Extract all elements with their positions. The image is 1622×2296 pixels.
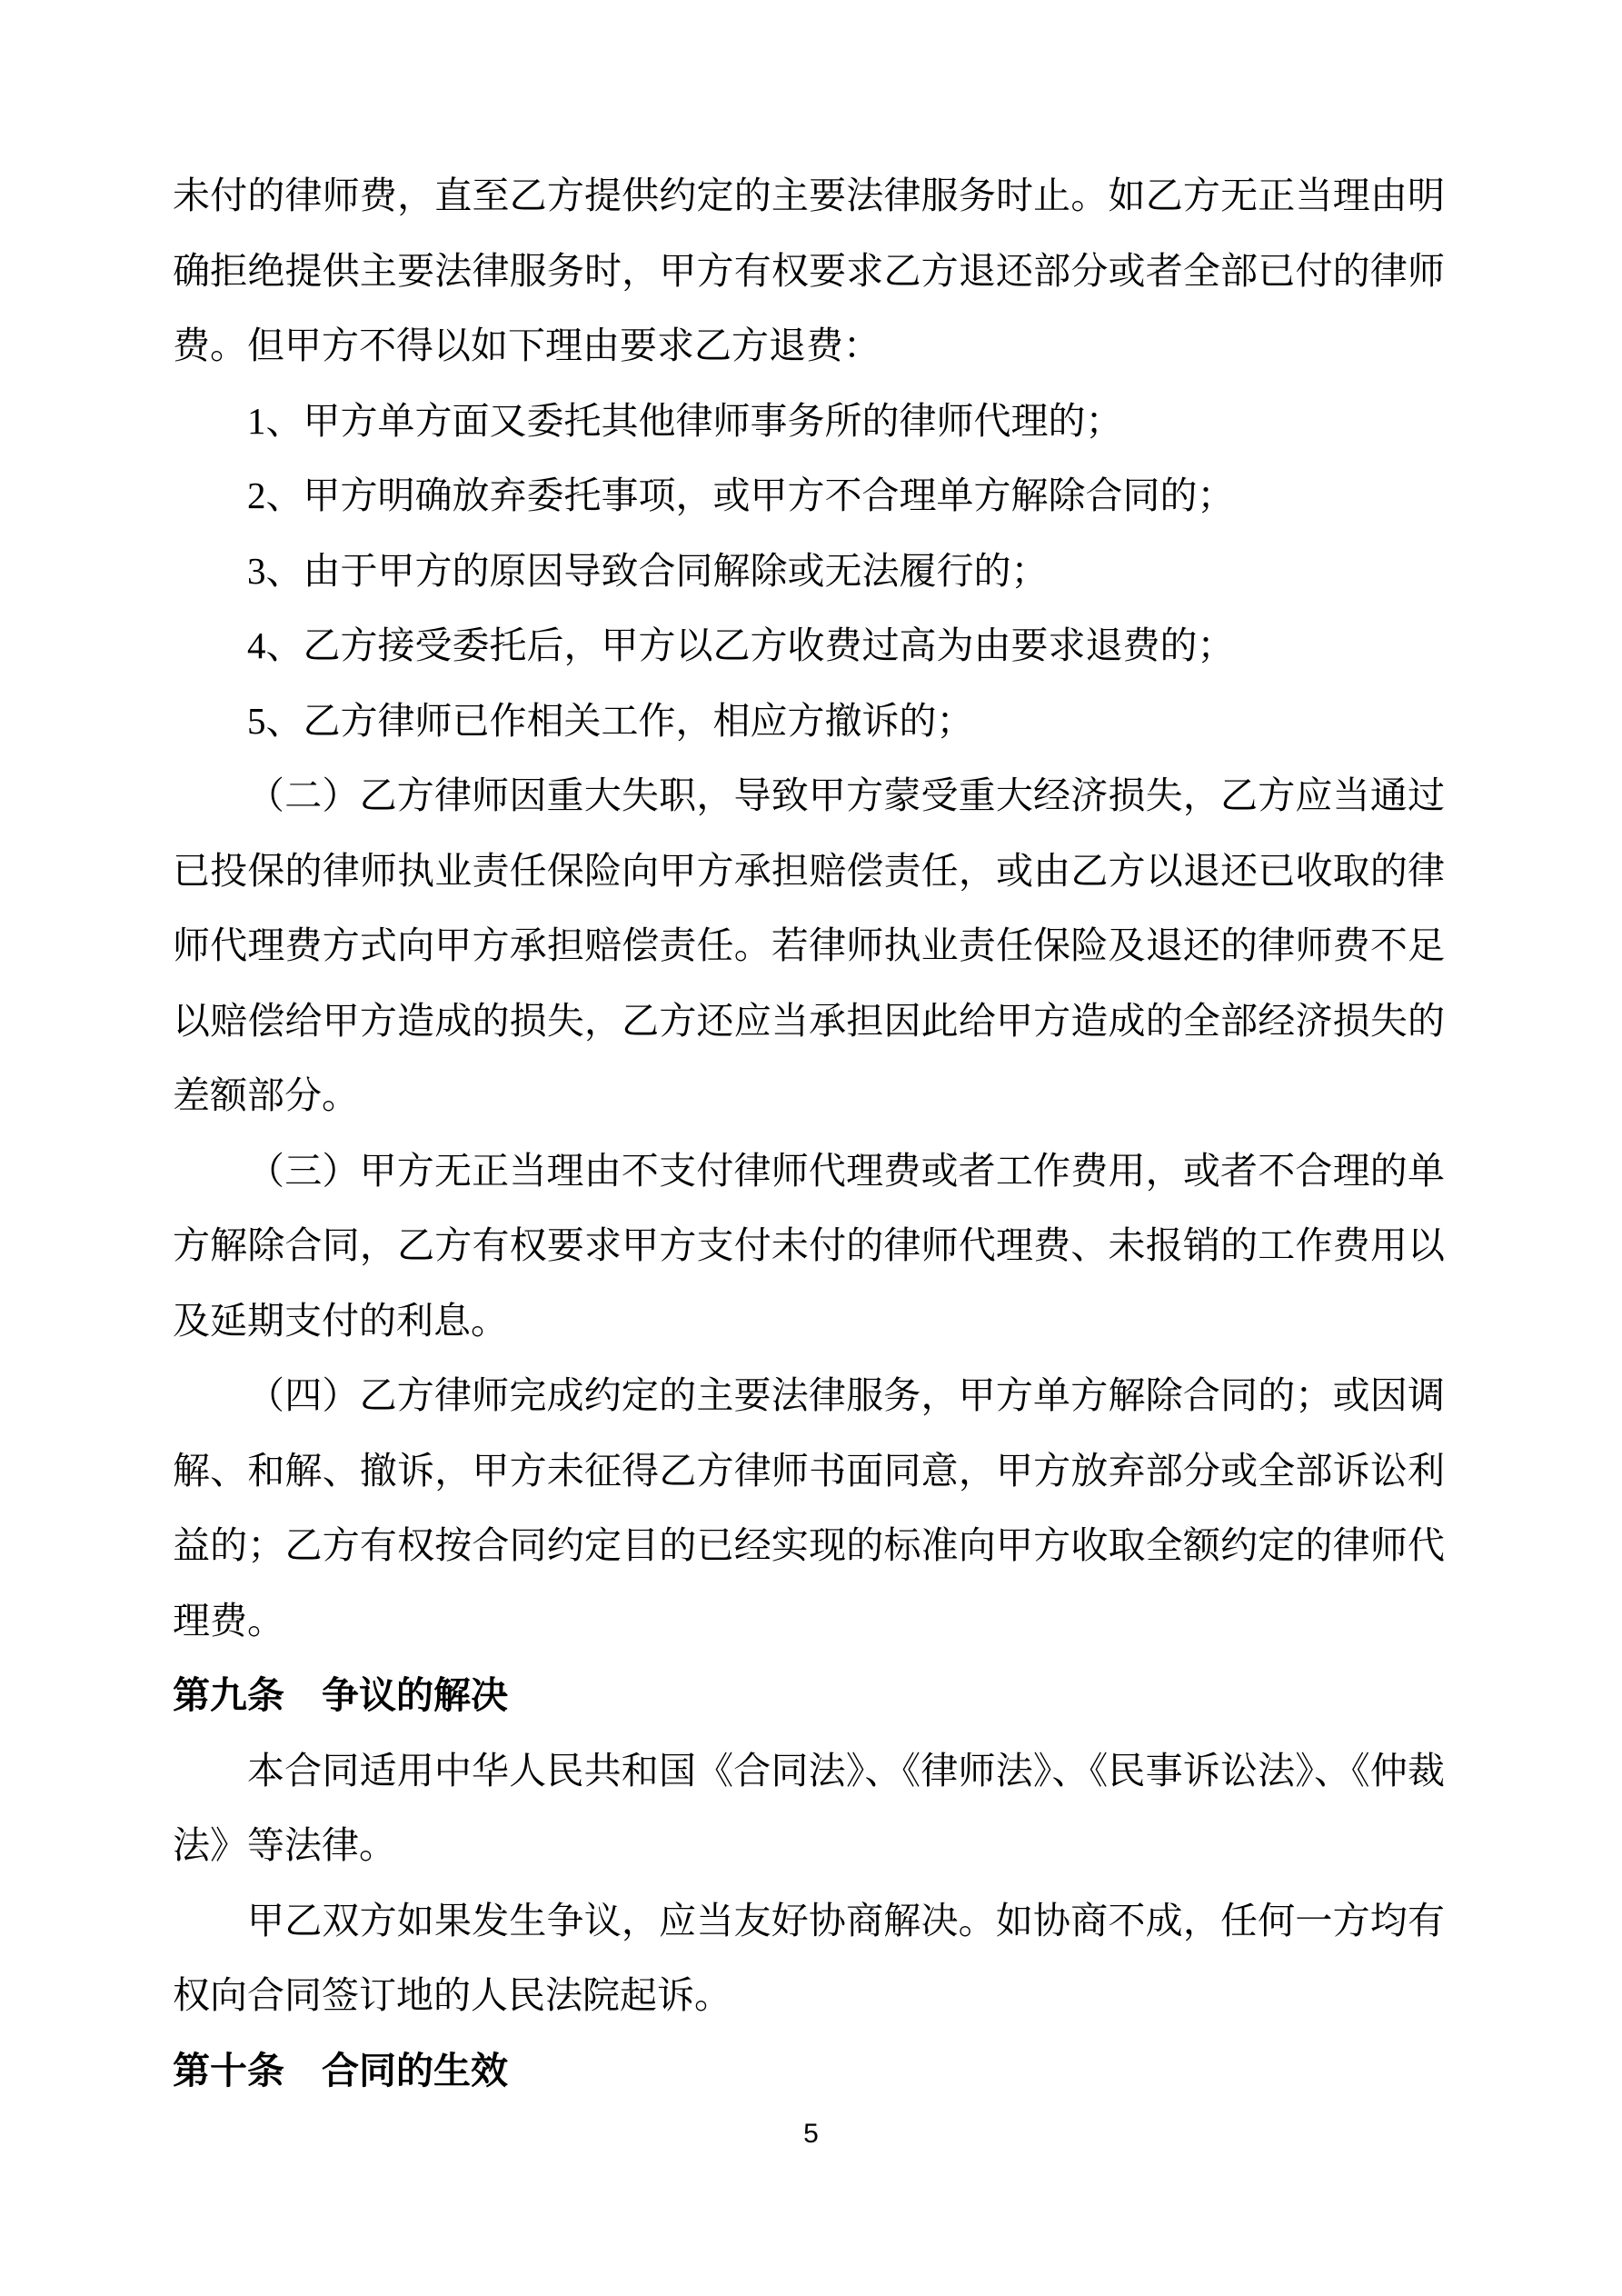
refund-exclusion-item-3: 3、由于甲方的原因导致合同解除或无法履行的； — [247, 549, 1049, 592]
refund-exclusion-item-5: 5、乙方律师已作相关工作，相应方撤诉的； — [247, 699, 974, 742]
clause-continuation-paragraph: 未付的律师费，直至乙方提供约定的主要法律服务时止。如乙方无正当理由明确拒绝提供主要法律服务时，甲方有权要求乙方退还部分或者全部已付的律师费。但甲方不得以如下理由要求乙方退费： — [173, 175, 1445, 366]
liability-clause-3-paragraph: （三）甲方无正当理由不支付律师代理费或者工作费用，或者不合理的单方解除合同，乙方有权要求甲方支付未付的律师代理费、未报销的工作费用以及延期支付的利息。 — [173, 1149, 1445, 1342]
refund-exclusion-item-4: 4、乙方接受委托后，甲方以乙方收费过高为由要求退费的； — [247, 624, 1235, 666]
article-9-paragraph-2: 甲乙双方如果发生争议，应当友好协商解决。如协商不成，任何一方均有权向合同签订地的人民法院起诉。 — [173, 1899, 1445, 2016]
liability-clause-4-paragraph: （四）乙方律师完成约定的主要法律服务，甲方单方解除合同的；或因调解、和解、撤诉，甲方未征得乙方律师书面同意，甲方放弃部分或全部诉讼利益的；乙方有权按合同约定目的已经实现的标准向甲方收取全额约定的律师代理费。 — [173, 1374, 1445, 1642]
refund-exclusion-item-2: 2、甲方明确放弃委托事项，或甲方不合理单方解除合同的； — [247, 474, 1235, 516]
refund-exclusion-item-1: 1、甲方单方面又委托其他律师事务所的律师代理的； — [247, 399, 1123, 442]
article-9-paragraph-1: 本合同适用中华人民共和国《合同法》、《律师法》、《民事诉讼法》、《仲裁法》等法律。 — [173, 1749, 1445, 1866]
article-10-heading: 第十条 合同的生效 — [173, 2049, 508, 2091]
page-number: 5 — [803, 2119, 819, 2149]
contract-body-text — [173, 158, 1445, 2108]
article-9-heading: 第九条 争议的解决 — [173, 1674, 508, 1716]
liability-clause-2-paragraph: （二）乙方律师因重大失职，导致甲方蒙受重大经济损失，乙方应当通过已投保的律师执业责任保险向甲方承担赔偿责任，或由乙方以退还已收取的律师代理费方式向甲方承担赔偿责任。若律师执业责任保险及退还的律师费不足以赔偿给甲方造成的损失，乙方还应当承担因此给甲方造成的全部经济损失的差额部分。 — [173, 774, 1445, 1116]
